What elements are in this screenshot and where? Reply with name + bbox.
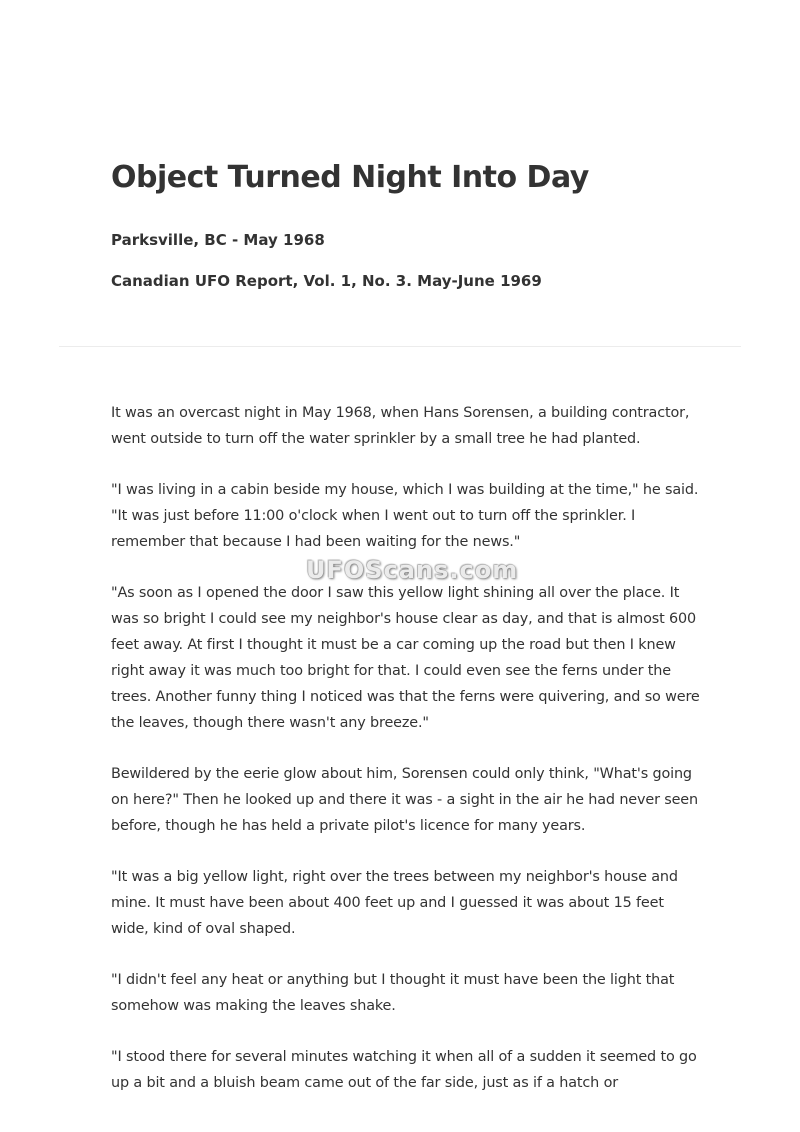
article-paragraph: "I didn't feel any heat or anything but I thought it must have been the light that somehow was making the leaves shake. [111,972,675,1014]
location-date: Parksville, BC - May 1968 [111,231,325,249]
source-citation: Canadian UFO Report, Vol. 1, No. 3. May-June 1969 [111,272,542,290]
watermark: UFOScans.com [306,556,519,584]
section-divider [59,346,741,347]
article-paragraph: "It was a big yellow light, right over the trees between my neighbor's house and mine. It must have been about 400 feet up and I guessed it was about 15 feet wide, kind of oval shaped. [111,869,678,937]
article-paragraph: "I was living in a cabin beside my house, which I was building at the time," he said. "It was just before 11:00 o'clock when I went out to turn off the sprinkler. I remember that because I had been waiting for the news." [111,482,699,550]
article-paragraph: Bewildered by the eerie glow about him, Sorensen could only think, "What's going on here?" Then he looked up and there it was - a sight in the air he had never seen before, though he has held a private pilot's licence for many years. [111,766,698,834]
article-paragraph: "As soon as I opened the door I saw this yellow light shining all over the place. It was so bright I could see my neighbor's house clear as day, and that is almost 600 feet away. At first I thought it must be a car coming up the road but then I knew right away it was much too bright for that. I could even see the ferns under the trees. Another funny thing I noticed was that the ferns were quivering, and so were the leaves, though there wasn't any breeze." [111,585,700,731]
article-paragraph: It was an overcast night in May 1968, when Hans Sorensen, a building contractor, went outside to turn off the water sprinkler by a small tree he had planted. [111,405,690,447]
article-paragraph: "I stood there for several minutes watching it when all of a sudden it seemed to go up a bit and a bluish beam came out of the far side, just as if a hatch or [111,1049,697,1091]
article-body [111,400,701,1121]
article-title: Object Turned Night Into Day [111,160,589,195]
